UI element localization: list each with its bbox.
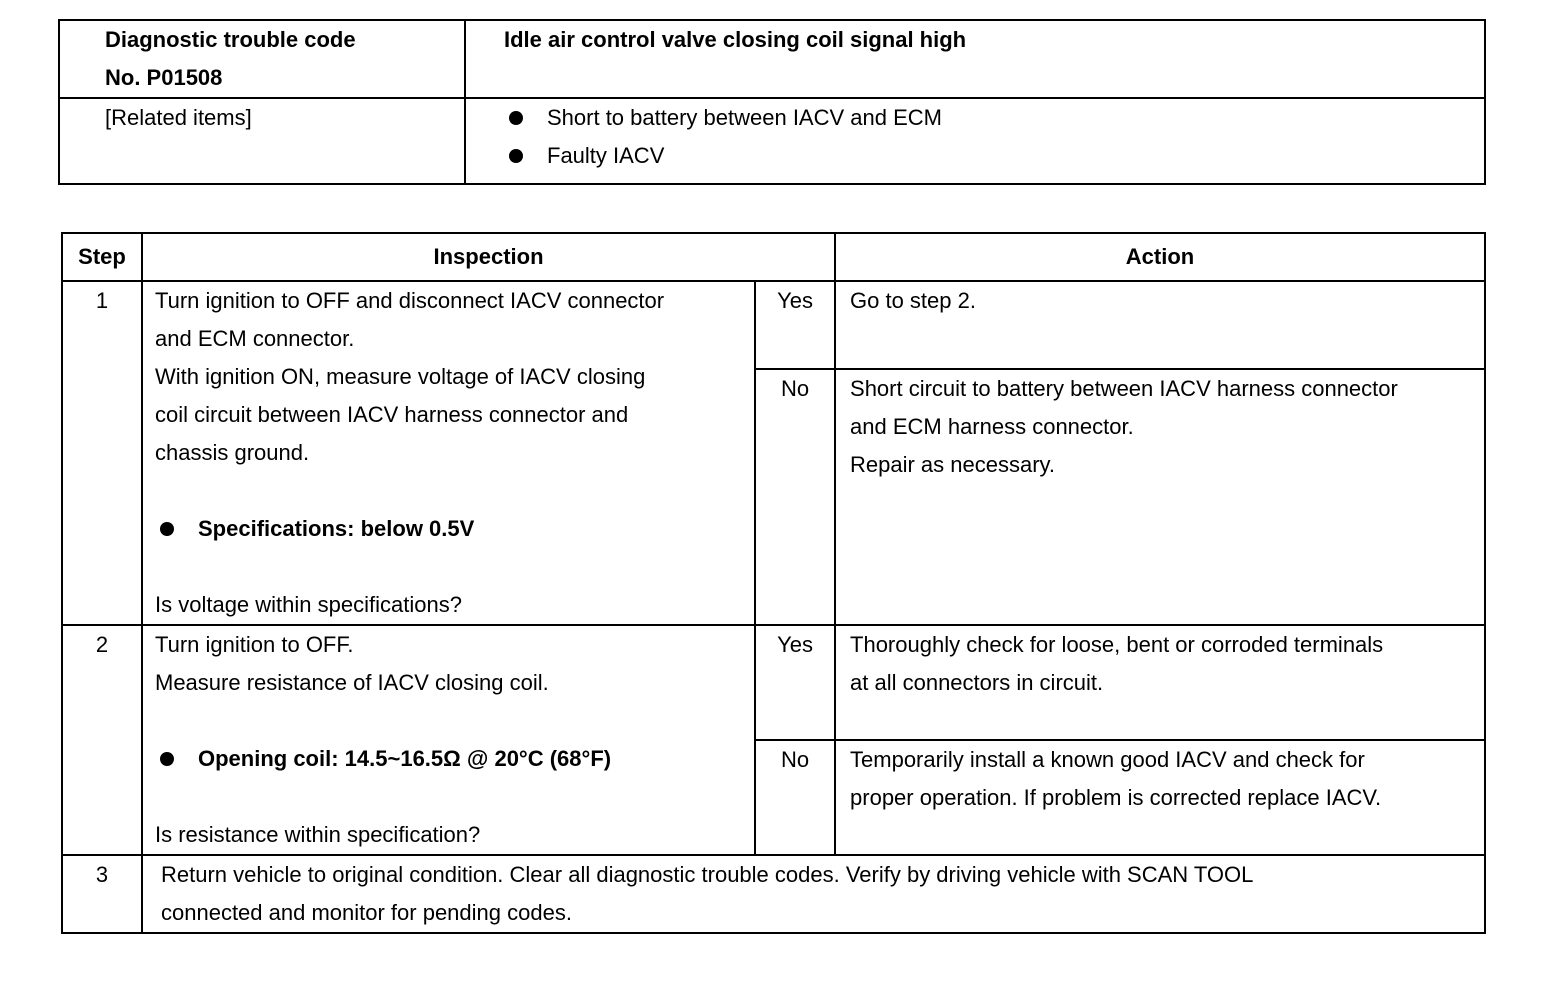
related-item xyxy=(504,99,1484,137)
table-row xyxy=(62,855,1485,933)
inspection-line: coil circuit between IACV harness connector and xyxy=(155,402,629,427)
related-items-list xyxy=(465,98,1485,184)
dtc-label-line1: Diagnostic trouble code xyxy=(105,27,356,52)
bullet-icon xyxy=(160,522,174,536)
action-cell xyxy=(835,625,1485,740)
step-number: 3 xyxy=(62,855,142,933)
action-line: proper operation. If problem is corrected replace IACV. xyxy=(850,785,1382,810)
yes-label: Yes xyxy=(755,625,835,740)
specification xyxy=(155,510,754,548)
related-item xyxy=(504,137,1484,175)
inspection-question: Is voltage within specifications? xyxy=(155,592,462,617)
inspection-line: and ECM connector. xyxy=(155,326,355,351)
dtc-code: No. P01508 xyxy=(105,65,223,90)
table-header-row xyxy=(62,233,1485,281)
bullet-icon xyxy=(509,149,523,163)
inspection-question: Is resistance within specification? xyxy=(155,822,481,847)
no-label: No xyxy=(755,740,835,855)
table-row xyxy=(62,281,1485,369)
action-line: at all connectors in circuit. xyxy=(850,670,1104,695)
action-line: and ECM harness connector. xyxy=(850,414,1134,440)
dtc-label-cell xyxy=(59,20,465,98)
step3-cell xyxy=(142,855,1485,933)
action-line: Temporarily install a known good IACV and check for xyxy=(850,747,1365,772)
action-cell xyxy=(835,369,1485,625)
bullet-icon xyxy=(160,752,174,766)
header-step: Step xyxy=(62,233,142,281)
related-item-text: Short to battery between IACV and ECM xyxy=(547,105,942,130)
inspection-cell xyxy=(142,281,755,625)
action-line: Repair as necessary. xyxy=(850,452,1056,478)
no-label: No xyxy=(755,369,835,625)
action-cell xyxy=(835,281,1485,369)
step3-line: Return vehicle to original condition. Clear all diagnostic trouble codes. Verify by driving vehicle with SCAN TOOL xyxy=(161,862,1254,887)
dtc-title: Idle air control valve closing coil signal high xyxy=(465,20,1485,98)
inspection-line: Turn ignition to OFF. xyxy=(155,632,354,657)
step3-line: connected and monitor for pending codes. xyxy=(161,900,572,925)
action-line: Go to step 2. xyxy=(850,288,976,313)
related-items-row xyxy=(59,98,1485,184)
header-action: Action xyxy=(835,233,1485,281)
action-line: Thoroughly check for loose, bent or corroded terminals xyxy=(850,632,1384,657)
header-inspection: Inspection xyxy=(142,233,835,281)
inspection-line: Measure resistance of IACV closing coil. xyxy=(155,670,549,695)
specification-text: Specifications: below 0.5V xyxy=(198,516,475,541)
specification-text: Opening coil: 14.5~16.5Ω @ 20°C (68°F) xyxy=(198,746,612,771)
inspection-cell xyxy=(142,625,755,855)
action-line: Short circuit to battery between IACV harness connector xyxy=(850,376,1398,402)
dtc-row xyxy=(59,20,1485,98)
step-number: 2 xyxy=(62,625,142,855)
step-number: 1 xyxy=(62,281,142,625)
related-item-text: Faulty IACV xyxy=(547,143,665,168)
table-row xyxy=(62,625,1485,740)
related-items-label: [Related items] xyxy=(59,98,465,184)
bullet-icon xyxy=(509,111,523,125)
inspection-table xyxy=(61,232,1486,934)
inspection-line: Turn ignition to OFF and disconnect IACV connector xyxy=(155,288,665,313)
action-cell xyxy=(835,740,1485,855)
inspection-line: With ignition ON, measure voltage of IACV closing xyxy=(155,364,646,389)
dtc-table xyxy=(58,19,1486,185)
specification xyxy=(155,740,754,778)
inspection-line: chassis ground. xyxy=(155,440,310,465)
yes-label: Yes xyxy=(755,281,835,369)
